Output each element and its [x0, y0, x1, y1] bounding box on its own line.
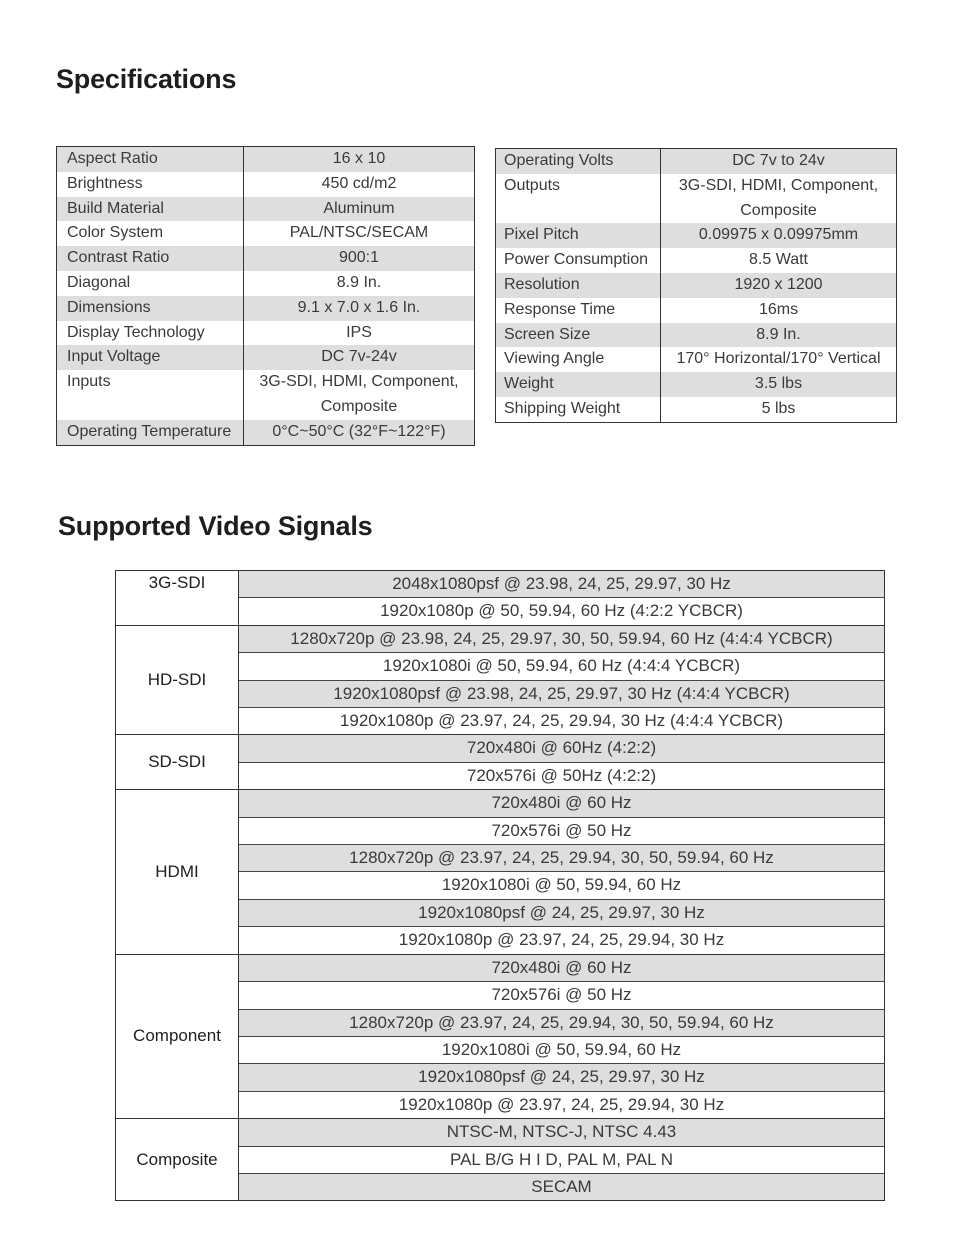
spec-value [244, 296, 475, 321]
spec-value-line: Aluminum [323, 199, 395, 217]
spec-label: Power Consumption [496, 248, 661, 273]
signal-format: 1920x1080p @ 23.97, 24, 25, 29.94, 30 Hz [239, 927, 885, 954]
spec-label: Display Technology [57, 321, 244, 346]
spec-value-line: PAL/NTSC/SECAM [289, 224, 429, 242]
spec-value-line: 3G-SDI, HDMI, Component, [678, 176, 879, 194]
signal-row [116, 954, 885, 981]
signal-format: 1920x1080p @ 50, 59.94, 60 Hz (4:2:2 YCBCR) [239, 598, 885, 625]
spec-value [661, 372, 897, 397]
signal-group-label: 3G-SDI [116, 571, 239, 626]
spec-label: Input Voltage [57, 345, 244, 370]
video-signals-heading: Supported Video Signals [58, 511, 373, 541]
spec-value [661, 323, 897, 348]
signal-format: 1920x1080psf @ 24, 25, 29.97, 30 Hz [239, 899, 885, 926]
spec-label: Outputs [496, 174, 661, 224]
spec-value-line: Composite [320, 397, 398, 415]
signal-group-label: HD-SDI [116, 625, 239, 735]
spec-label: Color System [57, 221, 244, 246]
spec-value-line: 8.9 In. [756, 325, 801, 343]
signal-format: 1920x1080p @ 23.97, 24, 25, 29.94, 30 Hz [239, 1091, 885, 1118]
signal-group-label: SD-SDI [116, 735, 239, 790]
spec-label: Shipping Weight [496, 397, 661, 422]
spec-row [57, 221, 475, 246]
spec-value [244, 370, 475, 420]
spec-row [496, 174, 897, 224]
spec-value [244, 197, 475, 222]
spec-value-line: DC 7v-24v [321, 348, 397, 366]
spec-value [244, 147, 475, 172]
spec-value [244, 420, 475, 445]
spec-value [661, 347, 897, 372]
spec-row [496, 298, 897, 323]
spec-row [496, 149, 897, 174]
spec-label: Build Material [57, 197, 244, 222]
signal-format: NTSC-M, NTSC-J, NTSC 4.43 [239, 1119, 885, 1146]
signal-row [116, 1119, 885, 1146]
signal-format: 720x576i @ 50Hz (4:2:2) [239, 762, 885, 789]
signal-format: 720x480i @ 60 Hz [239, 954, 885, 981]
spec-value-line: 1920 x 1200 [734, 275, 823, 293]
spec-row [57, 271, 475, 296]
spec-row [57, 197, 475, 222]
spec-value-line: 0.09975 x 0.09975mm [698, 226, 859, 244]
spec-value [661, 397, 897, 422]
spec-label: Pixel Pitch [496, 223, 661, 248]
spec-row [57, 172, 475, 197]
signal-format: SECAM [239, 1173, 885, 1200]
spec-value-line: Composite [740, 201, 817, 219]
signal-format: 1920x1080i @ 50, 59.94, 60 Hz [239, 872, 885, 899]
signal-format: 1920x1080i @ 50, 59.94, 60 Hz (4:4:4 YCBCR) [239, 653, 885, 680]
spec-value [661, 248, 897, 273]
spec-value-line: 0°C~50°C (32°F~122°F) [272, 422, 446, 440]
spec-row [57, 321, 475, 346]
signal-row [116, 571, 885, 598]
spec-label: Inputs [57, 370, 244, 420]
spec-label: Brightness [57, 172, 244, 197]
signal-format: 1280x720p @ 23.97, 24, 25, 29.94, 30, 50, 59.94, 60 Hz [239, 845, 885, 872]
spec-row [496, 273, 897, 298]
spec-table-right [495, 148, 897, 423]
spec-value [244, 172, 475, 197]
spec-row [57, 370, 475, 420]
spec-value [244, 345, 475, 370]
spec-value-line: 450 cd/m2 [321, 174, 397, 192]
spec-label: Response Time [496, 298, 661, 323]
spec-value [244, 246, 475, 271]
spec-value-line: 3G-SDI, HDMI, Component, [259, 373, 459, 391]
spec-row [496, 248, 897, 273]
signal-format: 720x480i @ 60 Hz [239, 790, 885, 817]
spec-value-line: 8.9 In. [336, 273, 382, 291]
signal-format: 720x480i @ 60Hz (4:2:2) [239, 735, 885, 762]
spec-value-line: DC 7v to 24v [732, 152, 825, 169]
spec-value-line: 16ms [758, 300, 799, 318]
signal-format: PAL B/G H I D, PAL M, PAL N [239, 1146, 885, 1173]
spec-value-line: 9.1 x 7.0 x 1.6 In. [297, 298, 421, 316]
signal-group-label: Component [116, 954, 239, 1118]
signal-format: 1920x1080p @ 23.97, 24, 25, 29.94, 30 Hz (4:4:4 YCBCR) [239, 708, 885, 735]
spec-value [661, 298, 897, 323]
spec-label: Weight [496, 372, 661, 397]
signal-format: 720x576i @ 50 Hz [239, 817, 885, 844]
specifications-heading: Specifications [56, 64, 237, 94]
signal-format: 1920x1080i @ 50, 59.94, 60 Hz [239, 1036, 885, 1063]
spec-label: Diagonal [57, 271, 244, 296]
spec-label: Aspect Ratio [57, 147, 244, 172]
spec-value [244, 321, 475, 346]
spec-value [661, 174, 897, 224]
signal-format: 1280x720p @ 23.97, 24, 25, 29.94, 30, 50, 59.94, 60 Hz [239, 1009, 885, 1036]
spec-value-line: 170° Horizontal/170° Vertical [676, 350, 881, 368]
spec-value-line: 16 x 10 [332, 150, 386, 167]
signal-format: 1920x1080psf @ 24, 25, 29.97, 30 Hz [239, 1064, 885, 1091]
signal-format: 1920x1080psf @ 23.98, 24, 25, 29.97, 30 Hz (4:4:4 YCBCR) [239, 680, 885, 707]
signal-group-label: Composite [116, 1119, 239, 1201]
spec-value [661, 273, 897, 298]
spec-label: Screen Size [496, 323, 661, 348]
spec-value-line: 8.5 Watt [749, 251, 808, 269]
signal-group-label: HDMI [116, 790, 239, 954]
spec-row [57, 296, 475, 321]
spec-value-line: 5 lbs [761, 399, 796, 417]
spec-row [57, 345, 475, 370]
spec-table-left [56, 146, 475, 446]
signal-row [116, 625, 885, 652]
spec-value-line: IPS [346, 323, 372, 341]
spec-label: Operating Volts [496, 149, 661, 174]
spec-row [496, 372, 897, 397]
signal-format: 1280x720p @ 23.98, 24, 25, 29.97, 30, 50, 59.94, 60 Hz (4:4:4 YCBCR) [239, 625, 885, 652]
spec-row [57, 420, 475, 445]
spec-label: Dimensions [57, 296, 244, 321]
spec-label: Operating Temperature [57, 420, 244, 445]
spec-value [661, 223, 897, 248]
spec-row [57, 147, 475, 172]
spec-row [496, 397, 897, 422]
signal-format: 720x576i @ 50 Hz [239, 982, 885, 1009]
spec-row [496, 347, 897, 372]
spec-label: Viewing Angle [496, 347, 661, 372]
signal-row [116, 735, 885, 762]
spec-row [496, 323, 897, 348]
spec-label: Resolution [496, 273, 661, 298]
spec-value-line: 900:1 [338, 249, 380, 267]
signal-format: 2048x1080psf @ 23.98, 24, 25, 29.97, 30 Hz [239, 571, 885, 598]
spec-value-line: 3.5 lbs [754, 375, 803, 393]
spec-value [244, 221, 475, 246]
spec-value [661, 149, 897, 174]
spec-row [496, 223, 897, 248]
video-signals-table [115, 570, 885, 1201]
spec-row [57, 246, 475, 271]
signal-row [116, 790, 885, 817]
spec-label: Contrast Ratio [57, 246, 244, 271]
spec-value [244, 271, 475, 296]
